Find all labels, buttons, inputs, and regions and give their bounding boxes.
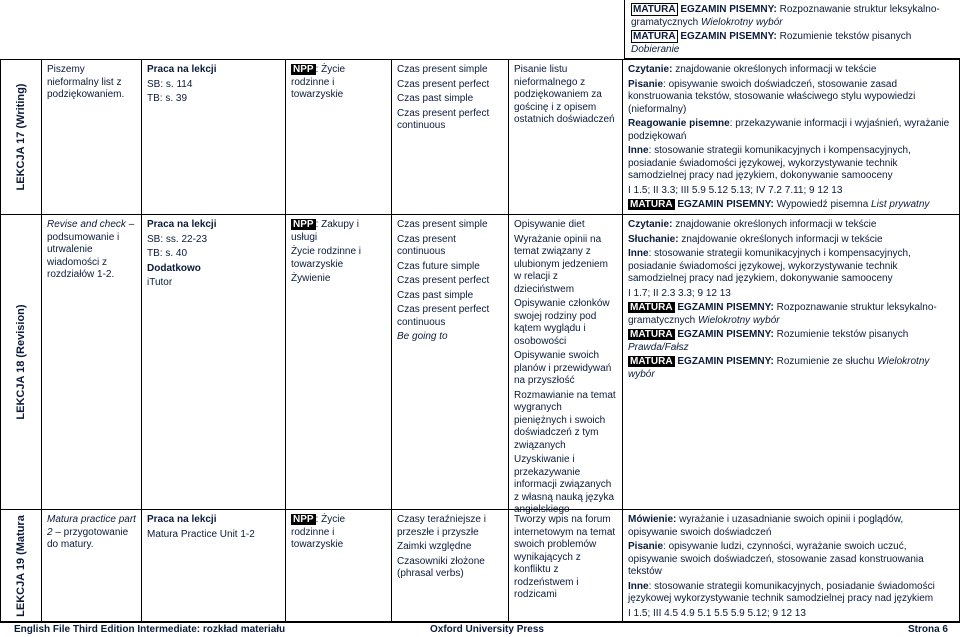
skill-text: wyrażanie i uzasadnianie swoich opinii i poglądów, opisywanie swoich doświadczeń (628, 514, 904, 538)
npp-cell (286, 510, 392, 621)
skill-label: Czytanie: (628, 219, 673, 230)
skill-text: znajdowanie określonych informacji w tekście (672, 219, 877, 230)
npp-topic: Żywienie (291, 273, 331, 284)
materials-title: Dodatkowo (147, 262, 201, 274)
materials-item: Matura Practice Unit 1-2 (147, 528, 255, 540)
page-number: Strona 6 (907, 624, 948, 635)
exam-task-type: Wielokrotny wybór (698, 314, 780, 326)
skill-label: Pisanie (628, 541, 664, 552)
skill-text: : stosowanie strategii komunikacyjnych i kompensacyjnych, posiadanie świadomości językowej, wykorzystywanie technik samodzielnej pracy nad językiem, dokonywanie samooceny (628, 248, 911, 284)
grammar-item: Czas present perfect (397, 275, 490, 286)
npp-cell (286, 60, 392, 214)
exam-task: Rozpoznawanie struktur leksykalno-gramatycznych (628, 302, 937, 326)
functions-cell (509, 60, 623, 214)
lesson-row-17 (0, 59, 960, 215)
lesson-row-19 (0, 510, 960, 622)
lesson-label-cell (0, 60, 42, 214)
skill-label: Czytanie: (628, 64, 673, 75)
lesson-label: LEKCJA 17 (Writing) (14, 83, 27, 191)
function-item: Uzyskiwanie i przekazywanie informacji związanych z własną nauką języka angielskiego (514, 454, 615, 515)
skill-label: Inne (628, 580, 649, 592)
matura-tag: MATURA (630, 329, 673, 340)
skill-label: Inne (628, 248, 649, 259)
grammar-cell (392, 510, 509, 621)
materials-item: SB: s. 114 (147, 78, 193, 90)
functions-cell (509, 215, 623, 515)
npp-cell (286, 215, 392, 509)
materials-cell (142, 510, 286, 621)
exam-task: Rozpoznawanie struktur leksykalno-gramatycznych (631, 4, 940, 28)
matura-tag: MATURA (633, 4, 676, 15)
materials-title: Praca na lekcji (147, 514, 217, 525)
grammar-item: Czas present simple (397, 219, 488, 230)
materials-item: TB: s. 39 (147, 93, 188, 104)
function-item: Opisywanie diet (514, 219, 585, 230)
function-item: Pisanie listu nieformalnego z podziękowaniem za gościnę i z opisem ostatnich doświadczeń (514, 64, 615, 125)
page-footer (0, 622, 960, 637)
function-item: Wyrażanie opinii na temat związany z ulubionym jedzeniem w relacji z dzieciństwem (514, 233, 608, 295)
grammar-cell (392, 60, 509, 214)
npp-tag: NPP (293, 64, 314, 75)
exam-label: EGZAMIN PISEMNY: (677, 329, 774, 340)
lesson-topic: – przygotowanie do matury. (47, 526, 129, 550)
exam-task: Wypowiedź pisemna (773, 199, 872, 210)
npp-topic: Życie rodzinne i towarzyskie (291, 246, 362, 270)
grammar-item: Czasowniki złożone (phrasal verbs) (397, 555, 485, 579)
curriculum-codes: I 1.5; II 3.3; III 5.9 5.12 5.13; IV 7.2 7.11; 9 12 13 (628, 184, 843, 196)
materials-title: Praca na lekcji (147, 219, 217, 230)
functions-cell (509, 510, 623, 621)
lesson-label-cell (0, 215, 42, 509)
grammar-item: Czas present simple (397, 64, 488, 75)
skill-label: Inne (628, 145, 649, 156)
grammar-item: Czas past simple (397, 289, 474, 301)
skill-text: : przekazywanie informacji i wyjaśnień, wyrażanie podziękowań (628, 118, 950, 142)
grammar-item: Czas present perfect continuous (397, 107, 490, 131)
exam-task: Rozumienie tekstów pisanych (779, 31, 912, 42)
grammar-item: Czas present perfect (397, 78, 490, 90)
grammar-item: Czas past simple (397, 93, 474, 104)
footer-title: English File Third Edition Intermediate: rozkład materiału (14, 624, 286, 635)
skills-cell (623, 215, 960, 509)
skill-label: Słuchanie: (628, 233, 679, 245)
footer-publisher: Oxford University Press (430, 624, 544, 635)
exam-task-type: Wielokrotny wybór (628, 356, 930, 380)
grammar-item: Zaimki względne (397, 541, 472, 552)
grammar-item: Czas present continuous (397, 233, 456, 257)
skill-text: znajdowanie określonych informacji w tekście (672, 64, 877, 75)
function-item: Rozmawianie na temat wygranych pieniężnych i swoich doświadczeń z tym związanych (514, 389, 616, 451)
grammar-item: Czasy teraźniejsze i przeszłe i przyszłe (397, 514, 486, 538)
exam-label: EGZAMIN PISEMNY: (677, 356, 774, 367)
lesson-topic-title: Revise and check (47, 219, 126, 230)
materials-cell (142, 215, 286, 509)
lesson-topic: – podsumowanie i utrwalenie wiadomości z rozdziałów 1-2. (47, 219, 135, 280)
npp-tag: NPP (293, 514, 314, 525)
lesson-row-18 (0, 215, 960, 515)
lesson-label-cell (0, 510, 42, 621)
skills-cell (623, 60, 960, 214)
npp-topic: : Życie rodzinne i towarzyskie (291, 514, 346, 550)
skill-label: Reagowanie pisemne (628, 118, 730, 129)
exam-task-type: List prywatny (871, 199, 930, 210)
grammar-item: Czas future simple (397, 260, 480, 272)
npp-tag: NPP (293, 219, 314, 230)
curriculum-codes: I 1.7; II 2.3 3.3; 9 12 13 (628, 287, 731, 299)
header-exam-cell (624, 0, 960, 59)
skill-text: : opisywanie swoich doświadczeń, stosowanie zasad konstruowania tekstów, stosowanie właściwego stylu wypowiedzi (nieformalny) (628, 78, 916, 115)
matura-tag: MATURA (630, 199, 673, 210)
matura-tag: MATURA (633, 31, 676, 42)
lesson-topic-title: Matura practice part 2 (47, 514, 136, 538)
lesson-label: LEKCJA 19 (Matura (14, 514, 27, 617)
skill-label: Pisanie (628, 78, 664, 90)
exam-task-type: Prawda/Fałsz (628, 341, 689, 353)
skills-cell (623, 510, 960, 621)
skill-label: Mówienie: (628, 514, 677, 525)
skill-text: : opisywanie ludzi, czynności, wyrażanie swoich uczuć, opisywanie swoich doświadczeń, stosowanie zasad konstruowania tekstów (628, 541, 924, 577)
function-item: Opisywanie swoich planów i przewidywań na przyszłość (514, 350, 612, 386)
materials-item: iTutor (147, 277, 173, 288)
npp-topic: : Zakupy i usługi (291, 219, 359, 243)
exam-label: EGZAMIN PISEMNY: (677, 199, 774, 210)
function-item: Tworzy wpis na forum internetowym na temat swoich problemów wynikających z konfliktu z rodzeństwem i rodzicami (514, 514, 616, 600)
materials-cell (142, 60, 286, 214)
function-item: Opisywanie członków swojej rodziny pod kątem wyglądu i osobowości (514, 298, 610, 347)
exam-label: EGZAMIN PISEMNY: (677, 302, 774, 313)
grammar-cell (392, 215, 509, 509)
skill-text: znajdowanie określonych informacji w tekście (678, 233, 883, 245)
matura-tag: MATURA (630, 356, 673, 367)
topic-cell (42, 60, 142, 214)
skill-text: : stosowanie strategii komunikacyjnych, posiadanie świadomości językowej wykorzystywanie technik samodzielnej pracy nad językiem (628, 580, 935, 604)
exam-task: Rozumienie tekstów pisanych (773, 329, 909, 340)
exam-task-type: Dobieranie (631, 43, 680, 55)
lesson-label: LEKCJA 18 (Revision) (14, 304, 27, 420)
materials-item: TB: s. 40 (147, 248, 188, 259)
npp-topic: : Życie rodzinne i towarzyskie (291, 64, 346, 100)
exam-label: EGZAMIN PISEMNY: (680, 4, 777, 15)
topic-cell (42, 510, 142, 621)
exam-label: EGZAMIN PISEMNY: (680, 31, 777, 42)
grammar-item: Be going to (397, 331, 448, 342)
exam-task-type: Wielokrotny wybór (701, 16, 783, 28)
exam-task: Rozumienie ze słuchu (773, 356, 878, 367)
materials-title: Praca na lekcji (147, 64, 217, 75)
lesson-topic: Piszemy nieformalny list z podziękowaniem. (47, 64, 125, 100)
matura-tag: MATURA (630, 302, 673, 313)
topic-cell (42, 215, 142, 509)
skill-text: : stosowanie strategii komunikacyjnych i kompensacyjnych, posiadanie świadomości językowej, wykorzystywanie technik samodzielnej pracy nad językiem, dokonywanie samooceny (628, 145, 911, 181)
curriculum-codes: I 1.5; III 4.5 4.9 5.1 5.5 5.9 5.12; 9 12 13 (628, 607, 806, 619)
materials-item: SB: ss. 22-23 (147, 233, 208, 245)
grammar-item: Czas present perfect continuous (397, 304, 490, 328)
